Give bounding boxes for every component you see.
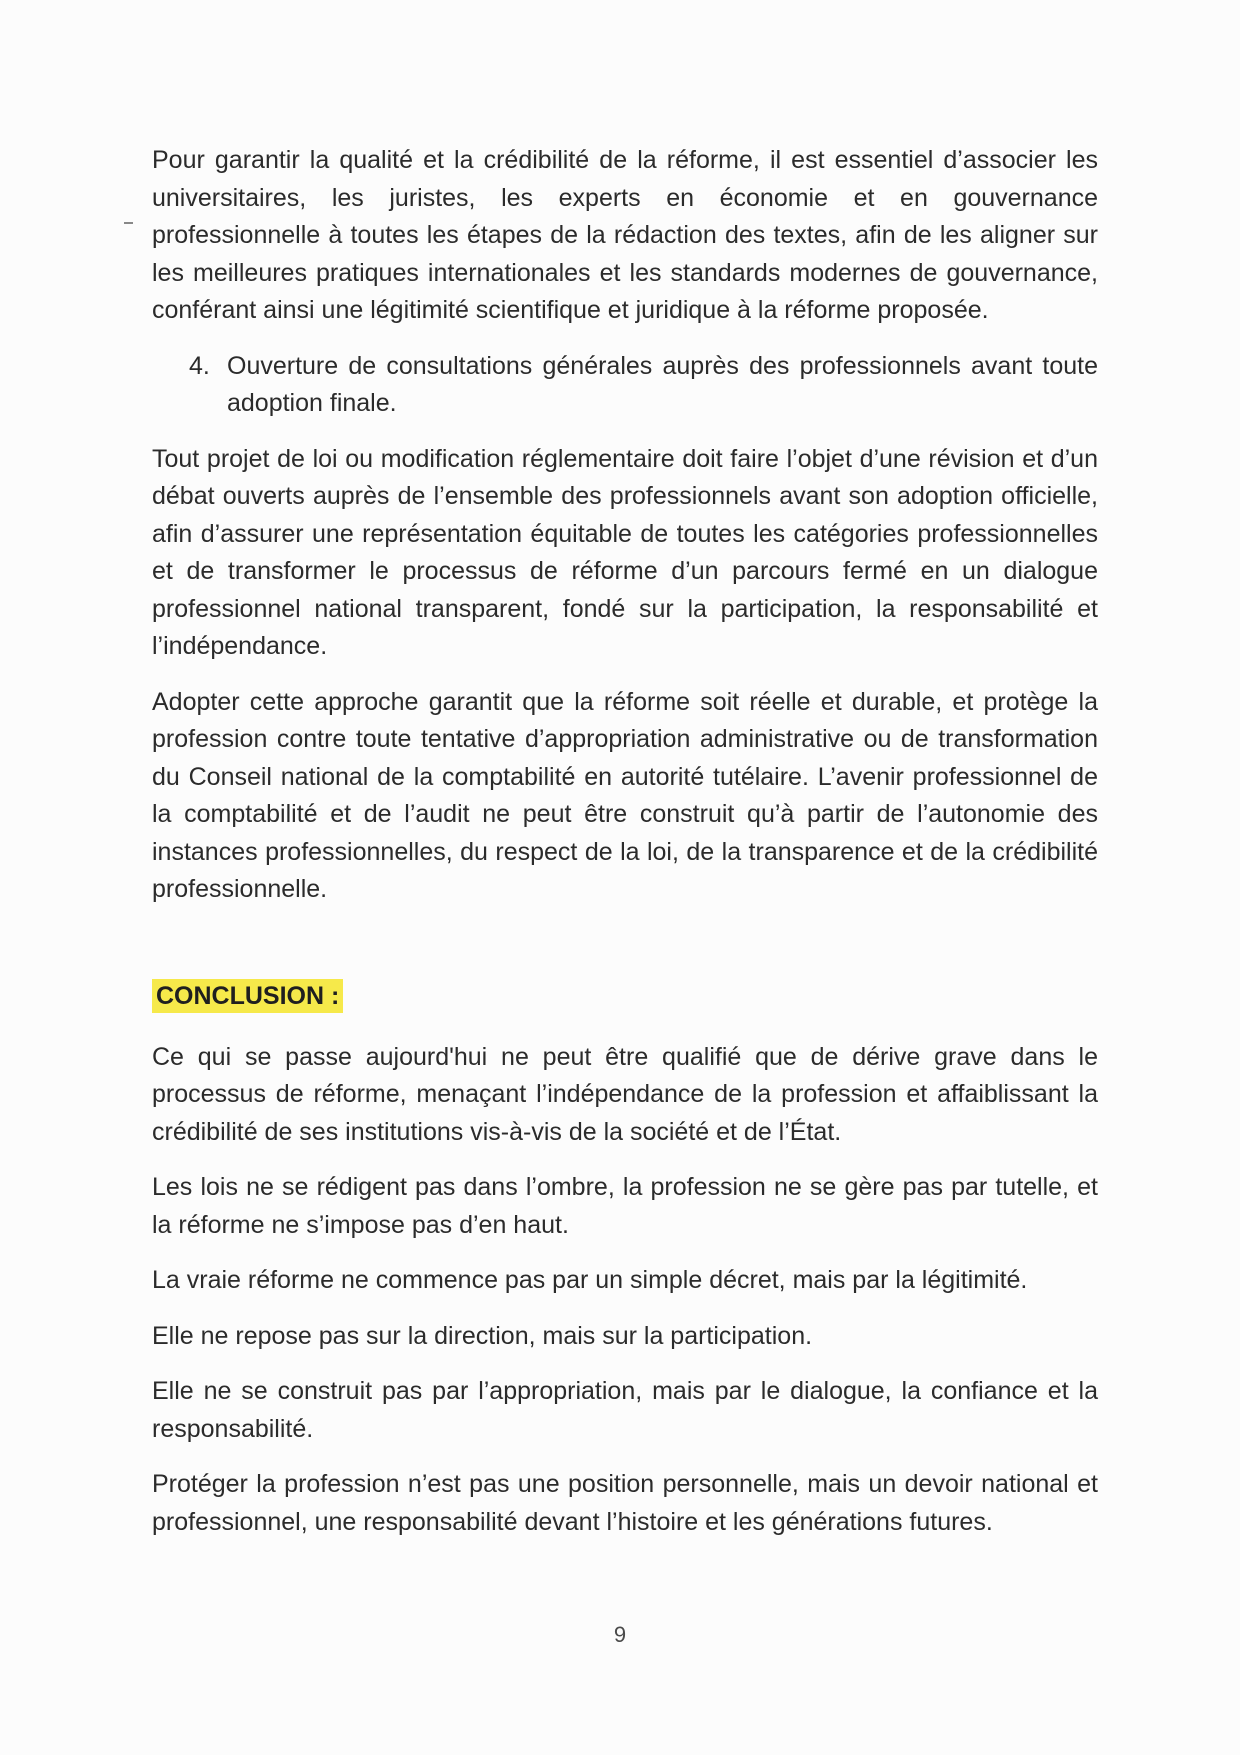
conclusion-paragraph-4: Elle ne repose pas sur la direction, mais sur la participation. (152, 1321, 813, 1350)
list-item-consultations (152, 348, 1098, 423)
conclusion-paragraph-5: Elle ne se construit pas par l’appropriation, mais par le dialogue, la confiance et la responsabilité. (152, 1377, 1098, 1443)
conclusion-paragraph-1: Ce qui se passe aujourd'hui ne peut être qualifié que de dérive grave dans le processus de réforme, menaçant l’indépendance de la profession et affaiblissant la crédibilité de ses institutions vis-à-vis de la société et de l’État. (152, 1042, 1098, 1146)
paragraph-approach: Adopter cette approche garantit que la réforme soit réelle et durable, et protège la profession contre toute tentative d’appropriation administrative ou de transformation du Conseil national de la comptabilité en autorité tutélaire. L’avenir professionnel de la comptabilité et de l’audit ne peut être construit qu’à partir de l’autonomie des instances professionnelles, du respect de la loi, de la transparence et de la crédibilité professionnelle. (152, 687, 1098, 903)
conclusion-paragraph-6: Protéger la profession n’est pas une position personnelle, mais un devoir national et professionnel, une responsabilité devant l’histoire et les générations futures. (152, 1470, 1098, 1536)
conclusion-heading-wrap (152, 979, 1098, 1013)
page-number: 9 (613, 1622, 627, 1647)
paragraph-open-debate: Tout projet de loi ou modification réglementaire doit faire l’objet d’une révision et d’un débat ouverts auprès de l’ensemble des professionnels avant son adoption officielle, afin d’assurer une représentation équitable de toutes les catégories professionnelles et de transformer le processus de réforme d’un parcours fermé en un dialogue professionnel national transparent, fondé sur la participation, la responsabilité et l’indépendance. (152, 444, 1098, 660)
conclusion-heading: CONCLUSION : (152, 979, 343, 1013)
margin-mark (124, 222, 133, 224)
conclusion-paragraph-3: La vraie réforme ne commence pas par un simple décret, mais par la légitimité. (152, 1266, 1028, 1294)
paragraph-academic-experts: Pour garantir la qualité et la crédibilité de la réforme, il est essentiel d’associer les universitaires, les juristes, les experts en économie et en gouvernance professionnelle à toutes les étapes de la rédaction des textes, afin de les aligner sur les meilleures pratiques internationales et les standards modernes de gouvernance, conférant ainsi une légitimité scientifique et juridique à la réforme proposée. (152, 146, 1098, 324)
page-content (152, 142, 1098, 1559)
list-item-number: 4. (189, 351, 210, 380)
list-item-text: Ouverture de consultations générales auprès des professionnels avant toute adoption finale. (227, 351, 1098, 417)
conclusion-paragraph-2: Les lois ne se rédigent pas dans l’ombre, la profession ne se gère pas par tutelle, et la réforme ne s’impose pas d’en haut. (152, 1173, 1098, 1239)
